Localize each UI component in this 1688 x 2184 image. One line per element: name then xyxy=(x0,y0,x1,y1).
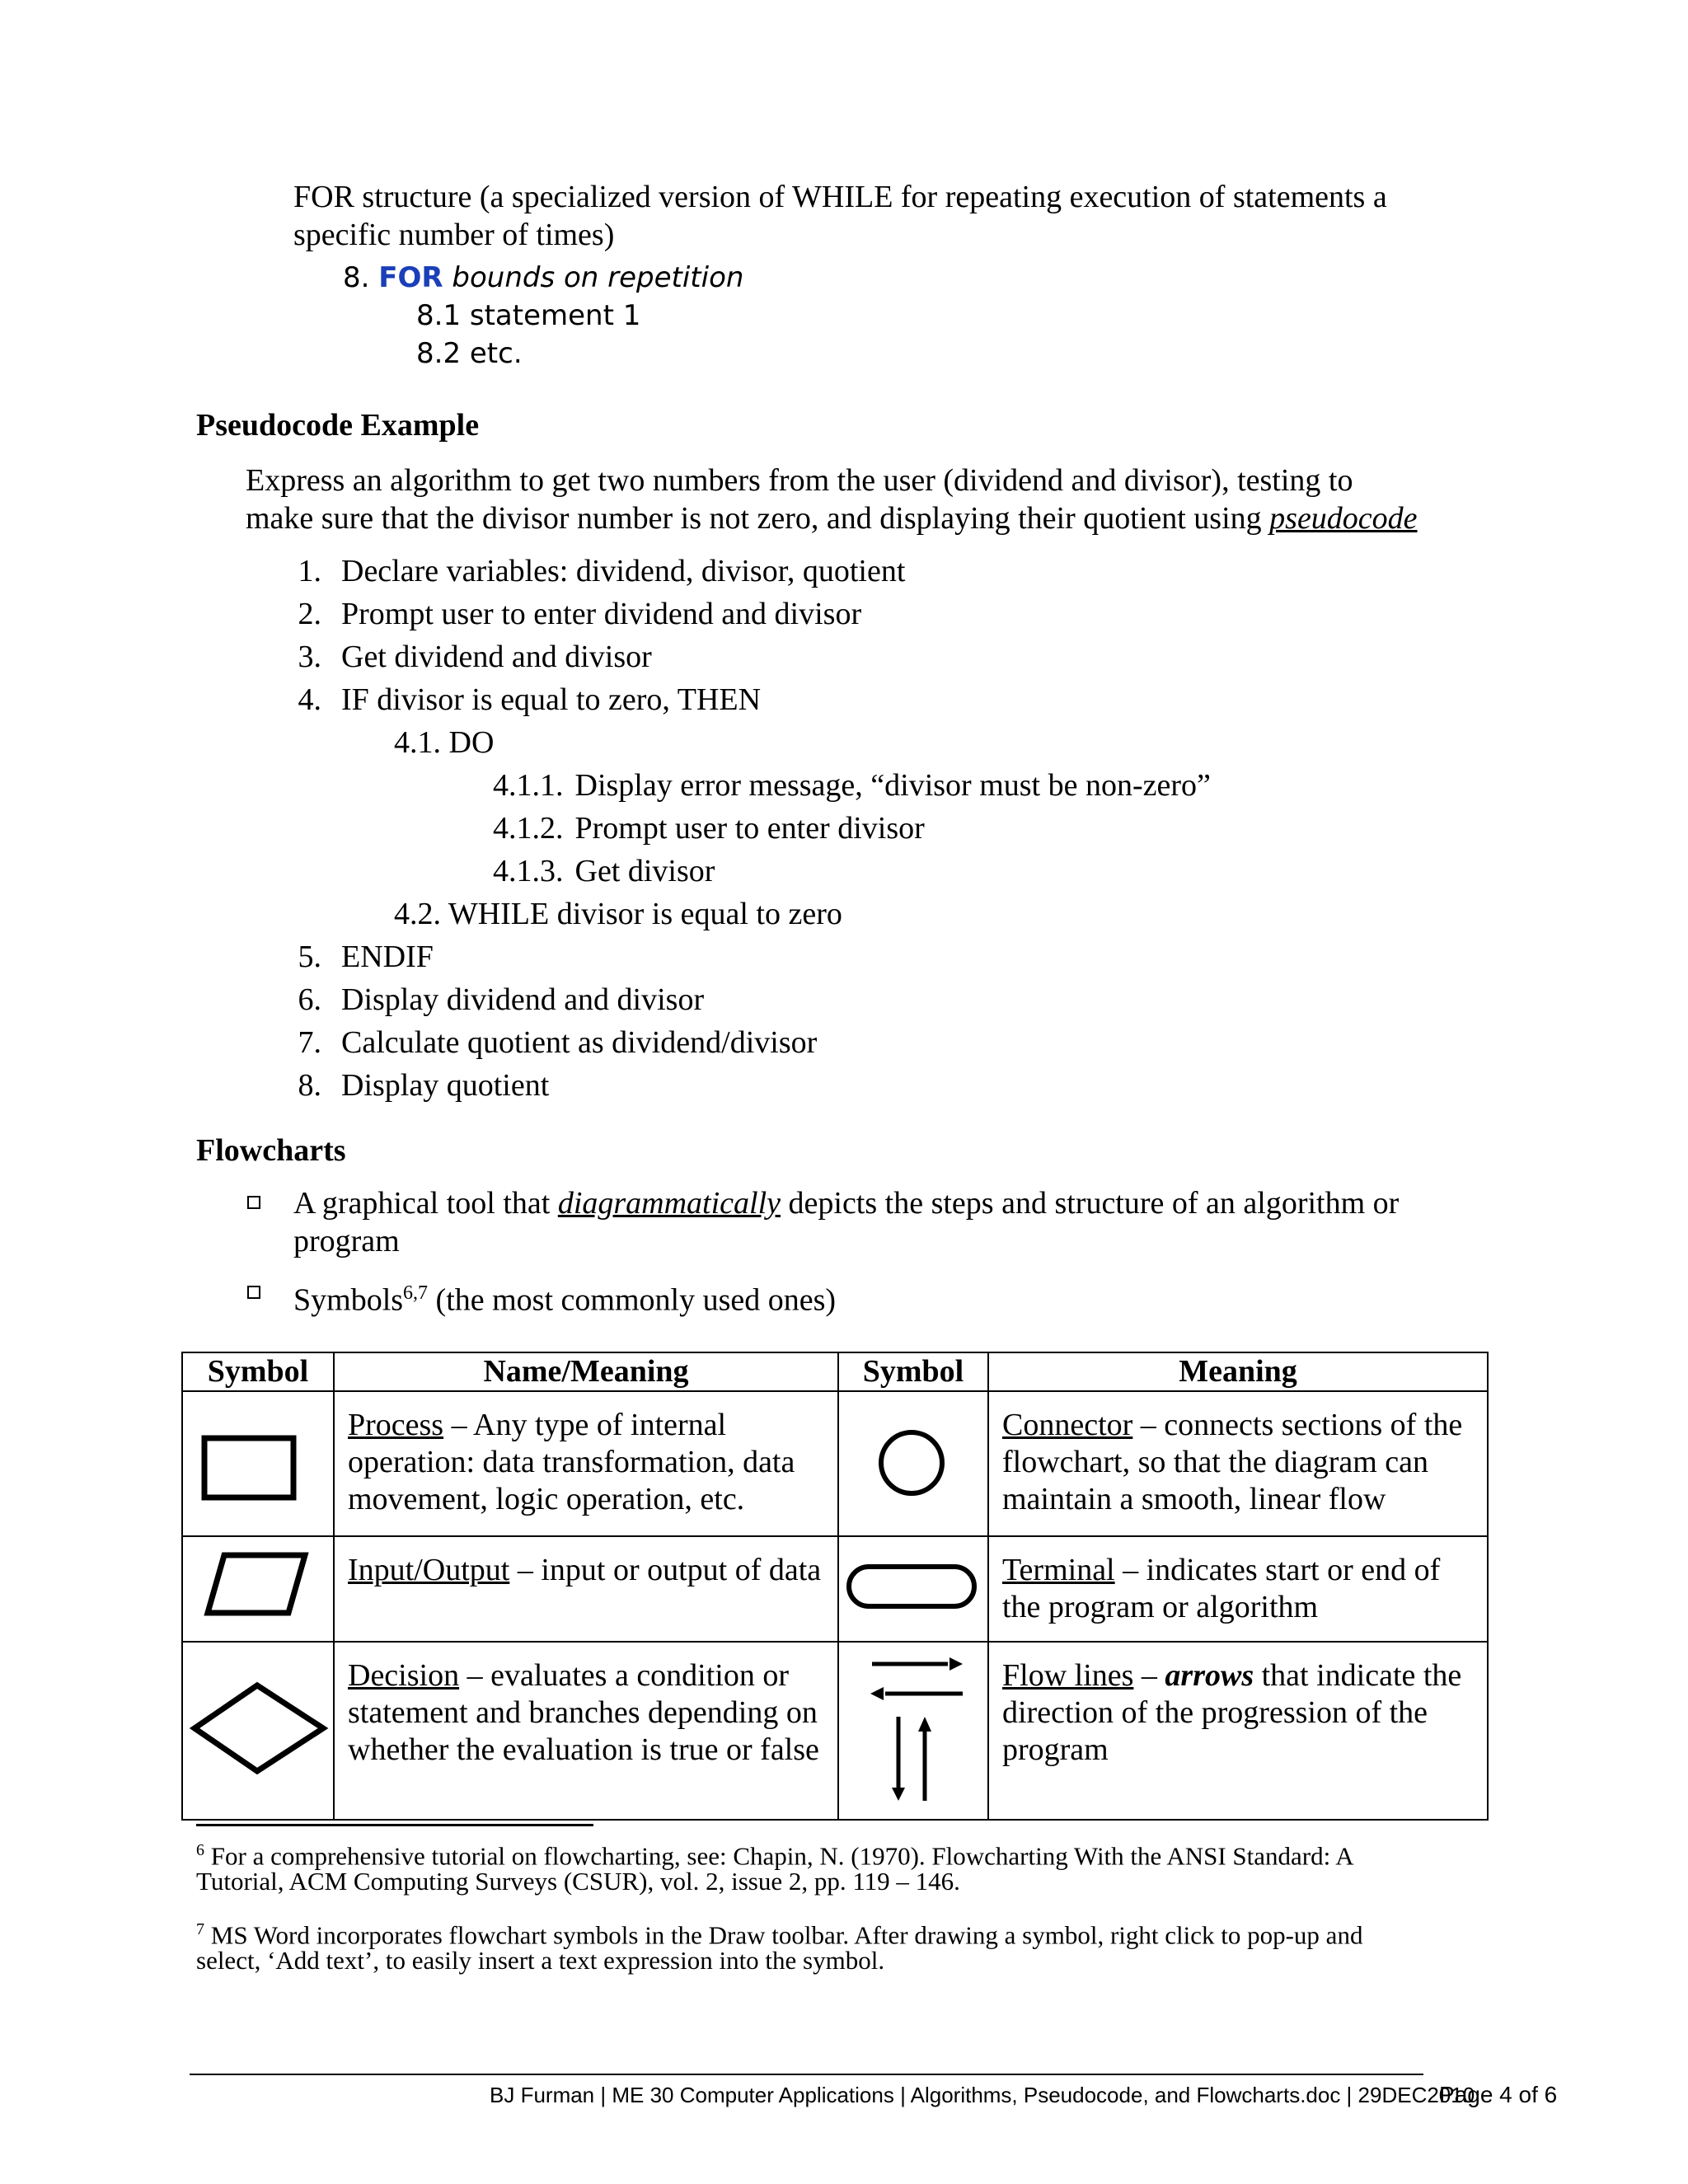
symbol-description: – input or output of data xyxy=(509,1553,822,1587)
meaning-cell xyxy=(334,1391,838,1536)
list-item-number: 4.1.1. xyxy=(493,768,564,803)
list-item-text: Display dividend and divisor xyxy=(341,982,705,1017)
footnote-mark: 6 xyxy=(196,1841,204,1859)
symbol-cell xyxy=(182,1536,334,1642)
list-item-number: 6. xyxy=(298,982,321,1017)
for-subitem-2: 8.2 etc. xyxy=(416,337,523,370)
symbol-cell xyxy=(838,1536,988,1642)
list-item-text: Declare variables: dividend, divisor, quotient xyxy=(341,554,906,588)
list-item xyxy=(288,552,905,590)
footnote-mark: 7 xyxy=(196,1920,204,1938)
list-item xyxy=(288,1066,549,1104)
list-item-text: Display error message, “divisor must be non-zero” xyxy=(574,768,1211,803)
list-item xyxy=(288,638,652,676)
list-item-text: WHILE divisor is equal to zero xyxy=(448,897,842,931)
flow-arrows-icon xyxy=(839,1646,989,1807)
symbol-cell xyxy=(838,1642,988,1820)
list-item-text: Get divisor xyxy=(574,854,715,888)
list-item xyxy=(288,981,704,1019)
bullet-text-end: depicts the steps and structure of an algorithm or xyxy=(781,1186,1400,1221)
list-item xyxy=(493,766,1211,804)
symbol-emphasis: arrows xyxy=(1165,1658,1254,1693)
terminal-rounded-icon xyxy=(839,1540,989,1629)
list-item-number: 5. xyxy=(298,940,321,974)
list-item-number: 4.1. xyxy=(394,725,441,760)
io-parallelogram-icon xyxy=(183,1540,335,1629)
list-item-number: 8. xyxy=(298,1068,321,1103)
footer-text: BJ Furman | ME 30 Computer Applications | Algorithms, Pseudocode, and Flowcharts.doc | 29DEC2010 xyxy=(490,2083,1475,2107)
square-bullet-icon xyxy=(247,1196,260,1213)
meaning-cell xyxy=(988,1391,1488,1536)
for-keyword: FOR xyxy=(378,261,443,294)
flowchart-bullet-2 xyxy=(293,1274,836,1319)
process-rectangle-icon xyxy=(183,1395,335,1524)
list-item-number: 4.2. xyxy=(394,897,441,931)
bullet-text: A graphical tool that xyxy=(293,1186,558,1221)
list-item-text: Prompt user to enter divisor xyxy=(574,811,925,846)
for-intro-line2: specific number of times) xyxy=(293,218,615,252)
for-item xyxy=(343,260,743,295)
list-item-number: 4. xyxy=(298,682,321,717)
flowcharts-heading: Flowcharts xyxy=(196,1133,346,1168)
column-header: Name/Meaning xyxy=(334,1352,838,1391)
list-item-text: Display quotient xyxy=(341,1068,550,1103)
column-header: Symbol xyxy=(182,1352,334,1391)
symbol-name: Flow lines xyxy=(1002,1658,1134,1693)
column-header: Symbol xyxy=(838,1352,988,1391)
footnote-divider xyxy=(196,1824,593,1826)
pseudocode-para-line2 xyxy=(246,499,1418,537)
symbol-name: Process xyxy=(348,1408,444,1442)
list-item-text: Prompt user to enter dividend and divisor xyxy=(341,597,862,631)
footnote-6-line2: Tutorial, ACM Computing Surveys (CSUR), vol. 2, issue 2, pp. 119 – 146. xyxy=(196,1867,960,1896)
decision-diamond-icon xyxy=(183,1646,335,1807)
list-item-text: Calculate quotient as dividend/divisor xyxy=(341,1025,818,1060)
bullet-emphasis: diagrammatically xyxy=(557,1186,781,1221)
flowchart-symbols-table xyxy=(181,1352,1489,1821)
list-item-number: 2. xyxy=(298,597,321,631)
square-bullet-icon xyxy=(247,1286,260,1303)
page-number: Page 4 of 6 xyxy=(1439,2082,1558,2107)
symbol-cell xyxy=(182,1642,334,1820)
list-item xyxy=(288,938,434,976)
pseudocode-para-line1: Express an algorithm to get two numbers from the user (dividend and divisor), testing to xyxy=(246,463,1353,498)
symbol-description: that indicate the direction of the progression of the program xyxy=(1002,1658,1462,1767)
meaning-cell xyxy=(988,1536,1488,1642)
flowchart-bullet-1 xyxy=(293,1184,1399,1222)
for-subitem-1: 8.1 statement 1 xyxy=(416,299,641,332)
column-header: Meaning xyxy=(988,1352,1488,1391)
symbol-name: Terminal xyxy=(1002,1553,1115,1587)
flowchart-bullet-1-line2: program xyxy=(293,1224,400,1258)
list-item-number: 4.1.3. xyxy=(493,854,564,888)
symbol-description: – indicates start or end of the program or algorithm xyxy=(1002,1553,1441,1624)
table-row xyxy=(182,1391,1488,1536)
symbol-separator: – xyxy=(1133,1658,1165,1693)
table-row xyxy=(182,1536,1488,1642)
footnote-text: For a comprehensive tutorial on flowcharting, see: Chapin, N. (1970). Flowcharting With the ANSI Standard: A xyxy=(204,1841,1354,1871)
list-item-text: ENDIF xyxy=(341,940,434,974)
bullet-text-end: (the most commonly used ones) xyxy=(428,1282,837,1318)
for-item-text: bounds on repetition xyxy=(452,261,744,294)
list-item-number: 3. xyxy=(298,640,321,674)
symbol-name: Connector xyxy=(1002,1408,1133,1442)
list-item-text: IF divisor is equal to zero, THEN xyxy=(341,682,762,717)
meaning-cell xyxy=(988,1642,1488,1820)
table-row xyxy=(182,1642,1488,1820)
for-intro-line1: FOR structure (a specialized version of WHILE for repeating execution of statements a xyxy=(293,180,1387,214)
list-item xyxy=(394,724,494,762)
list-item-number: 4.1.2. xyxy=(493,811,564,846)
footnote-ref: 6,7 xyxy=(403,1282,429,1304)
list-item xyxy=(288,1024,817,1062)
list-item-number: 1. xyxy=(298,554,321,588)
list-item xyxy=(394,895,842,933)
symbol-description: – Any type of internal operation: data transformation, data movement, logic operation, etc. xyxy=(348,1408,795,1516)
symbol-description: – evaluates a condition or statement and branches depending on whether the evaluation is true or false xyxy=(348,1658,819,1767)
footnote-text: MS Word incorporates flowchart symbols in the Draw toolbar. After drawing a symbol, right click to pop-up and xyxy=(204,1920,1363,1950)
symbol-cell xyxy=(182,1391,334,1536)
meaning-cell xyxy=(334,1642,838,1820)
symbol-name: Input/Output xyxy=(348,1553,510,1587)
symbol-cell xyxy=(838,1391,988,1536)
footnote-7-line2: select, ‘Add text’, to easily insert a text expression into the symbol. xyxy=(196,1946,885,1975)
list-item xyxy=(288,595,861,633)
pseudocode-emphasis: pseudocode xyxy=(1269,501,1418,536)
pseudocode-heading: Pseudocode Example xyxy=(196,408,480,443)
list-item xyxy=(493,852,715,890)
table-header-row xyxy=(182,1352,1488,1391)
list-item xyxy=(288,681,761,719)
list-item-text: DO xyxy=(448,725,495,760)
list-item-text: Get dividend and divisor xyxy=(341,640,652,674)
bullet-text: Symbols xyxy=(293,1282,404,1318)
list-item-number: 7. xyxy=(298,1025,321,1060)
symbol-name: Decision xyxy=(348,1658,460,1693)
list-item xyxy=(493,809,925,847)
connector-circle-icon xyxy=(839,1395,989,1524)
pseudocode-para-text: make sure that the divisor number is not zero, and displaying their quotient using xyxy=(246,501,1270,536)
for-item-number: 8. xyxy=(343,261,370,294)
footer-divider xyxy=(190,2074,1423,2075)
symbol-description: – connects sections of the flowchart, so that the diagram can maintain a smooth, linear flow xyxy=(1002,1408,1463,1516)
meaning-cell xyxy=(334,1536,838,1642)
